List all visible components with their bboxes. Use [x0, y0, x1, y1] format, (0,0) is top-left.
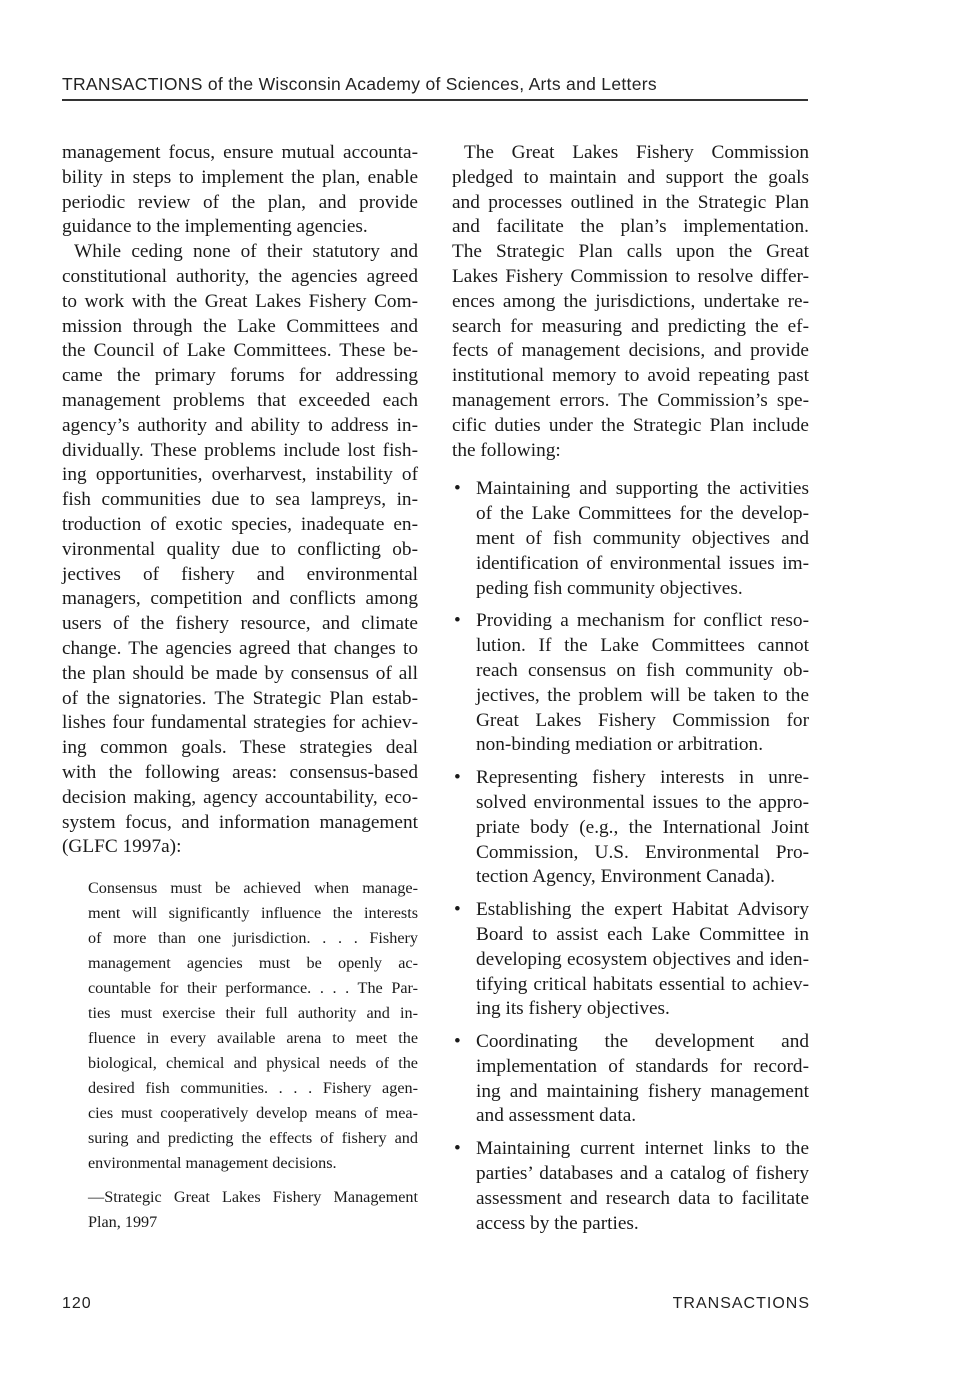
text-line: ment of fish community objectives and [476, 527, 809, 549]
bullet-icon: • [454, 1031, 461, 1053]
list-item [452, 1137, 809, 1236]
text-line: dividually. These problems include lost fish- [62, 439, 418, 461]
text-line: ing common goals. These strategies deal [62, 737, 418, 759]
text-line: ing and maintaining fishery management [476, 1080, 809, 1102]
quote-line: of more than one jurisdiction. . . . Fishery [88, 929, 418, 948]
text-line: agency’s authority and ability to address in- [62, 414, 418, 436]
quote-line: cies must cooperatively develop means of mea- [88, 1104, 418, 1123]
text-line: with the following areas: consensus-based [62, 761, 418, 783]
quote-line: desired fish communities. . . . Fishery agen- [88, 1079, 418, 1098]
quote-line: countable for their performance. . . . The Par- [88, 979, 418, 998]
quote-text [88, 876, 418, 1176]
text-line: lution. If the Lake Committees cannot [476, 635, 809, 657]
quote-line: environmental management decisions. [88, 1154, 337, 1173]
text-line: peding fish community objectives. [476, 577, 743, 599]
text-line: cific duties under the Strategic Plan include [452, 414, 809, 436]
text-line: bility in steps to implement the plan, enable [62, 166, 418, 188]
list-item [452, 1030, 809, 1129]
text-line: ing opportunities, overharvest, instability of [62, 464, 418, 486]
paragraph [452, 141, 809, 463]
text-line: managers, competition and conflicts among [62, 588, 418, 610]
text-line: institutional memory to avoid repeating past [452, 365, 809, 387]
text-line: tection Agency, Environment Canada). [476, 866, 776, 888]
quote-line: fluence in every available arena to meet the [88, 1029, 418, 1048]
attribution-line: —Strategic Great Lakes Fishery Management [88, 1188, 418, 1207]
quote-line: ties must exercise their full authority and in- [88, 1004, 418, 1023]
right-paragraphs [452, 141, 809, 463]
text-line: parties’ databases and a catalog of fishery [476, 1163, 809, 1185]
text-line: mission through the Lake Committees and [62, 315, 418, 337]
bullet-icon: • [454, 767, 461, 789]
text-line: fects of management decisions, and provide [452, 340, 809, 362]
text-line: management focus, ensure mutual accounta- [62, 142, 418, 163]
text-line: Representing fishery interests in unre- [476, 767, 809, 789]
text-line: (GLFC 1997a): [62, 836, 182, 858]
text-line: assessment and research data to facilitate [476, 1187, 809, 1209]
text-line: While ceding none of their statutory and [74, 241, 418, 263]
quote-line: ment will significantly influence the interests [88, 904, 418, 923]
text-line: priate body (e.g., the International Joint [476, 816, 809, 838]
text-line: vironmental quality due to conflicting ob- [62, 538, 418, 560]
text-line: users of the fishery resource, and climate [62, 613, 418, 635]
attribution-line: Plan, 1997 [88, 1213, 158, 1232]
text-line: and processes outlined in the Strategic Plan [452, 191, 809, 213]
text-line: to work with the Great Lakes Fishery Com- [62, 290, 418, 312]
text-line: Establishing the expert Habitat Advisory [476, 899, 809, 921]
text-line: Great Lakes Fishery Commission for [476, 709, 809, 731]
text-line: fish communities due to sea lampreys, in- [62, 489, 418, 511]
text-line: solved environmental issues to the appro- [476, 791, 809, 813]
text-line: implementation of standards for record- [476, 1055, 809, 1077]
text-line: change. The agencies agreed that changes to [62, 637, 418, 659]
text-line: Commission, U.S. Environmental Pro- [476, 841, 809, 863]
text-line: non-binding mediation or arbitration. [476, 734, 764, 756]
left-column [62, 141, 418, 1235]
bullet-icon: • [454, 899, 461, 921]
text-line: troduction of exotic species, inadequate en- [62, 513, 418, 535]
text-line: constitutional authority, the agencies agreed [62, 265, 418, 287]
quote-line: biological, chemical and physical needs of the [88, 1054, 418, 1073]
text-line: guidance to the implementing agencies. [62, 216, 368, 238]
text-line: pledged to maintain and support the goals [452, 166, 809, 188]
bullet-icon: • [454, 610, 461, 632]
duties-list [452, 477, 809, 1236]
text-line: of the signatories. The Strategic Plan estab- [62, 687, 418, 709]
paragraph [62, 141, 418, 240]
text-line: Lakes Fishery Commission to resolve differ- [452, 265, 809, 287]
text-line: The Strategic Plan calls upon the Great [452, 241, 809, 263]
right-column [452, 141, 809, 1244]
bullet-icon: • [454, 478, 461, 500]
text-line: jectives, the problem will be taken to the [476, 684, 809, 706]
running-header: TRANSACTIONS of the Wisconsin Academy of Sciences, Arts and Letters [62, 74, 657, 94]
text-line: management problems that exceeded each [62, 389, 418, 411]
text-line: jectives of fishery and environmental [62, 563, 418, 585]
text-line: Providing a mechanism for conflict reso- [476, 610, 809, 632]
text-line: Maintaining and supporting the activities [476, 478, 809, 500]
text-line: the following: [452, 439, 561, 461]
quote-line: suring and predicting the effects of fishery and [88, 1129, 418, 1148]
quote-line: Consensus must be achieved when manage- [88, 879, 418, 898]
text-line: search for measuring and predicting the ef- [452, 315, 809, 337]
header-rule [62, 99, 808, 101]
text-line: the Council of Lake Committees. These be- [62, 340, 418, 362]
text-line: ences among the jurisdictions, undertake re- [452, 290, 809, 312]
list-item [452, 766, 809, 890]
text-line: the plan should be made by consensus of all [62, 662, 418, 684]
page-number: 120 [62, 1295, 92, 1312]
quote-line: management agencies must be openly ac- [88, 954, 418, 973]
list-item [452, 898, 809, 1022]
text-line: lishes four fundamental strategies for achiev- [62, 712, 418, 734]
text-line: came the primary forums for addressing [62, 365, 418, 387]
text-line: decision making, agency accountability, eco- [62, 786, 418, 808]
text-line: periodic review of the plan, and provide [62, 191, 418, 213]
footer-journal-title: TRANSACTIONS [672, 1295, 810, 1312]
text-line: tifying critical habitats essential to achiev- [476, 973, 809, 995]
text-line: Maintaining current internet links to the [476, 1138, 809, 1160]
left-paragraphs [62, 141, 418, 860]
text-line: of the Lake Committees for the develop- [476, 503, 809, 525]
text-line: The Great Lakes Fishery Commission [464, 142, 809, 163]
paragraph [62, 240, 418, 860]
quote-attribution [88, 1185, 418, 1235]
text-line: Coordinating the development and [476, 1031, 809, 1053]
text-line: and assessment data. [476, 1105, 637, 1127]
text-line: access by the parties. [476, 1212, 639, 1234]
bullet-icon: • [454, 1138, 461, 1160]
list-item [452, 609, 809, 758]
text-line: ing its fishery objectives. [476, 998, 670, 1020]
text-line: system focus, and information management [62, 811, 418, 833]
text-line: identification of environmental issues im- [476, 552, 809, 574]
text-line: and facilitate the plan’s implementation. [452, 216, 809, 238]
text-line: reach consensus on fish community ob- [476, 659, 809, 681]
list-item [452, 477, 809, 601]
block-quote [88, 876, 418, 1235]
text-line: Board to assist each Lake Committee in [476, 923, 809, 945]
text-line: management errors. The Commission’s spe- [452, 389, 809, 411]
text-line: developing ecosystem objectives and iden- [476, 948, 809, 970]
